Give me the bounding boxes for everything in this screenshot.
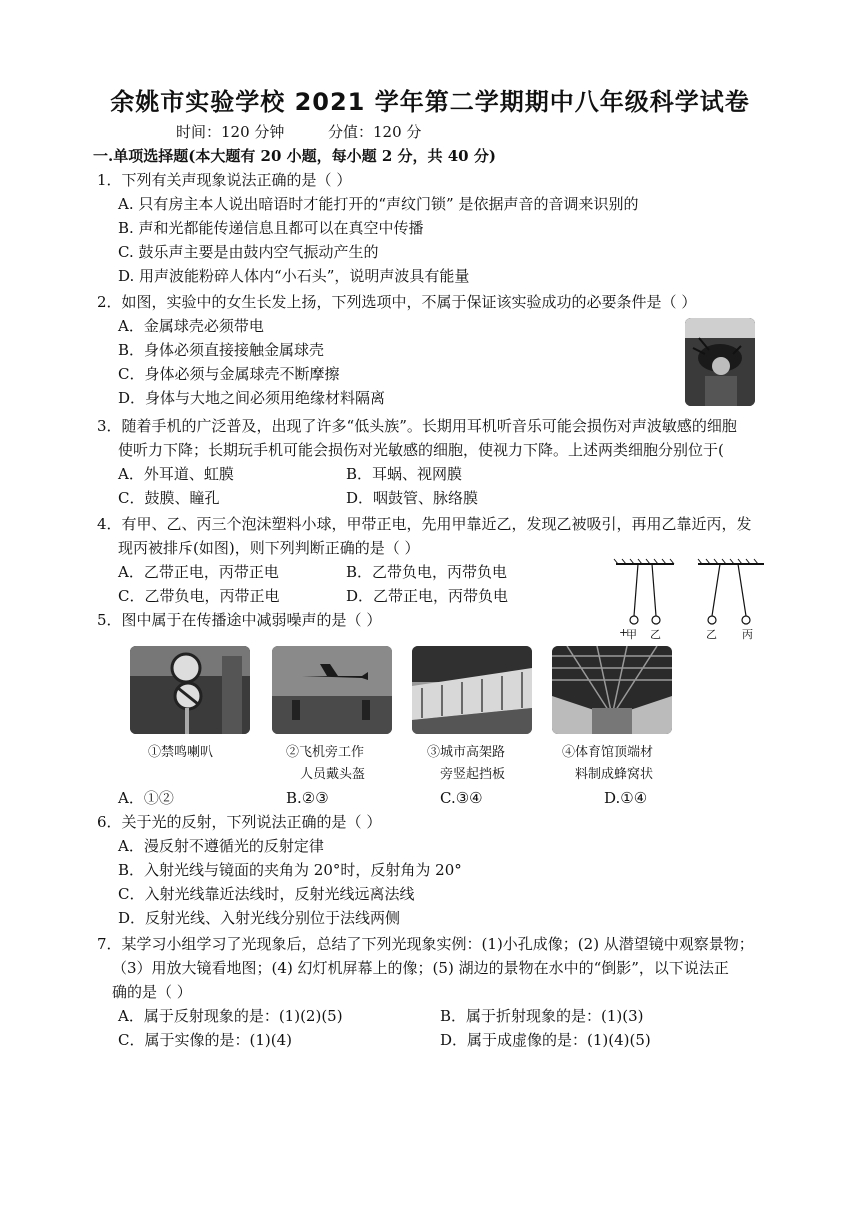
q7-stem-line3: 确的是（ ） xyxy=(112,983,192,1001)
q6-option-d: D．反射光线、入射光线分别位于法线两侧 xyxy=(118,909,401,927)
photo-airplane xyxy=(272,646,392,734)
q4-option-c: C．乙带负电，丙带正电 xyxy=(118,587,280,605)
q1-option-b: B. 声和光都能传递信息且都可以在真空中传播 xyxy=(118,219,424,237)
sign-number: 15 xyxy=(152,758,166,771)
left-pair xyxy=(614,559,674,624)
fig-plus-label: + xyxy=(619,626,629,639)
q4-option-d: D．乙带正电，丙带负电 xyxy=(346,587,509,605)
q7-option-a: A．属于反射现象的是：(1)(2)(5) xyxy=(118,1007,343,1025)
caption-1: ①禁鸣喇叭 xyxy=(148,745,214,760)
q6-option-a: A．漫反射不遵循光的反射定律 xyxy=(118,837,324,855)
fig-label-yi-left: 乙 xyxy=(650,628,661,641)
photo-highway-barrier xyxy=(412,646,532,734)
hair-experiment-photo xyxy=(685,318,755,406)
right-pair xyxy=(698,559,764,624)
q5-option-d: D.①④ xyxy=(604,789,648,807)
q3-option-b: B．耳蜗、视网膜 xyxy=(346,465,463,483)
q1-option-d: D. 用声波能粉碎人体内“小石头”，说明声波具有能量 xyxy=(118,267,470,285)
section-heading: 一.单项选择题(本大题有 20 小题，每小题 2 分，共 40 分) xyxy=(93,147,496,165)
q1-option-a: A. 只有房主本人说出暗语时才能打开的“声纹门锁” 是依据声音的音调来识别的 xyxy=(118,195,639,213)
q7-stem-line1: 7．某学习小组学习了光现象后，总结了下列光现象实例：(1)小孔成像；(2) 从潜望镜中观察景物； xyxy=(97,935,754,953)
caption-4-line1: ④体育馆顶端材 xyxy=(562,745,654,760)
q2-option-b: B．身体必须直接接触金属球壳 xyxy=(118,341,325,359)
caption-3-line2: 旁竖起挡板 xyxy=(440,767,506,782)
fig-label-yi-right: 乙 xyxy=(706,628,717,641)
q5-stem: 5．图中属于在传播途中减弱噪声的是（ ） xyxy=(97,611,382,629)
q3-stem-line2: 使听力下降；长期玩手机可能会损伤对光敏感的细胞，使视力下降。上述两类细胞分别位于( xyxy=(118,441,724,459)
caption-2-line2: 人员戴头盔 xyxy=(300,767,366,782)
exam-time: 时间：120 分钟 xyxy=(176,123,285,141)
q7-option-d: D．属于成虚像的是：(1)(4)(5) xyxy=(440,1031,651,1049)
caption-3-line1: ③城市高架路 xyxy=(427,745,506,760)
fig-label-jia: 甲 xyxy=(626,628,637,641)
q4-stem-line1: 4．有甲、乙、丙三个泡沫塑料小球，甲带正电，先用甲靠近乙，发现乙被吸引，再用乙靠近丙，发 xyxy=(97,515,752,533)
q4-stem-line2: 现丙被排斥(如图)，则下列判断正确的是（ ） xyxy=(118,539,420,557)
q3-stem-line1: 3．随着手机的广泛普及，出现了许多“低头族”。长期用耳机听音乐可能会损伤对声波敏感的细胞 xyxy=(97,417,737,435)
q1-stem: 1．下列有关声现象说法正确的是（ ） xyxy=(97,171,352,189)
q7-option-c: C．属于实像的是：(1)(4) xyxy=(118,1031,292,1049)
exam-title: 余姚市实验学校 2021 学年第二学期期中八年级科学试卷 xyxy=(110,88,750,116)
q2-option-a: A．金属球壳必须带电 xyxy=(118,317,264,335)
q3-option-d: D．咽鼓管、脉络膜 xyxy=(346,489,479,507)
exam-score: 分值：120 分 xyxy=(328,123,422,141)
q6-option-b: B．入射光线与镜面的夹角为 20°时，反射角为 20° xyxy=(118,861,462,879)
caption-2-line1: ②飞机旁工作 xyxy=(286,745,365,760)
photo-no-honking xyxy=(130,646,250,734)
q5-option-a: A．①② xyxy=(118,789,174,807)
q6-stem: 6．关于光的反射，下列说法正确的是（ ） xyxy=(97,813,382,831)
q5-option-c: C.③④ xyxy=(440,789,483,807)
q4-option-b: B．乙带负电，丙带负电 xyxy=(346,563,508,581)
q3-option-c: C．鼓膜、瞳孔 xyxy=(118,489,220,507)
q7-stem-line2: （3）用放大镜看地图；(4) 幻灯机屏幕上的像；(5) 湖边的景物在水中的“倒影”，以下说法正 xyxy=(112,959,729,977)
q6-option-c: C．入射光线靠近法线时，反射光线远离法线 xyxy=(118,885,415,903)
q2-option-d: D．身体与大地之间必须用绝缘材料隔离 xyxy=(118,389,386,407)
fig-label-bing: 丙 xyxy=(742,628,753,641)
q7-option-b: B．属于折射现象的是：(1)(3) xyxy=(440,1007,644,1025)
q2-option-c: C．身体必须与金属球壳不断摩擦 xyxy=(118,365,340,383)
q1-option-c: C. 鼓乐声主要是由鼓内空气振动产生的 xyxy=(118,243,379,261)
q2-stem: 2．如图，实验中的女生长发上扬，下列选项中，不属于保证该实验成功的必要条件是（ ） xyxy=(97,293,697,311)
q3-option-a: A．外耳道、虹膜 xyxy=(118,465,234,483)
q4-option-a: A．乙带正电，丙带正电 xyxy=(118,563,279,581)
q5-option-b: B.②③ xyxy=(286,789,329,807)
photo-stadium-roof xyxy=(552,646,672,734)
caption-4-line2: 料制成蜂窝状 xyxy=(575,767,654,782)
